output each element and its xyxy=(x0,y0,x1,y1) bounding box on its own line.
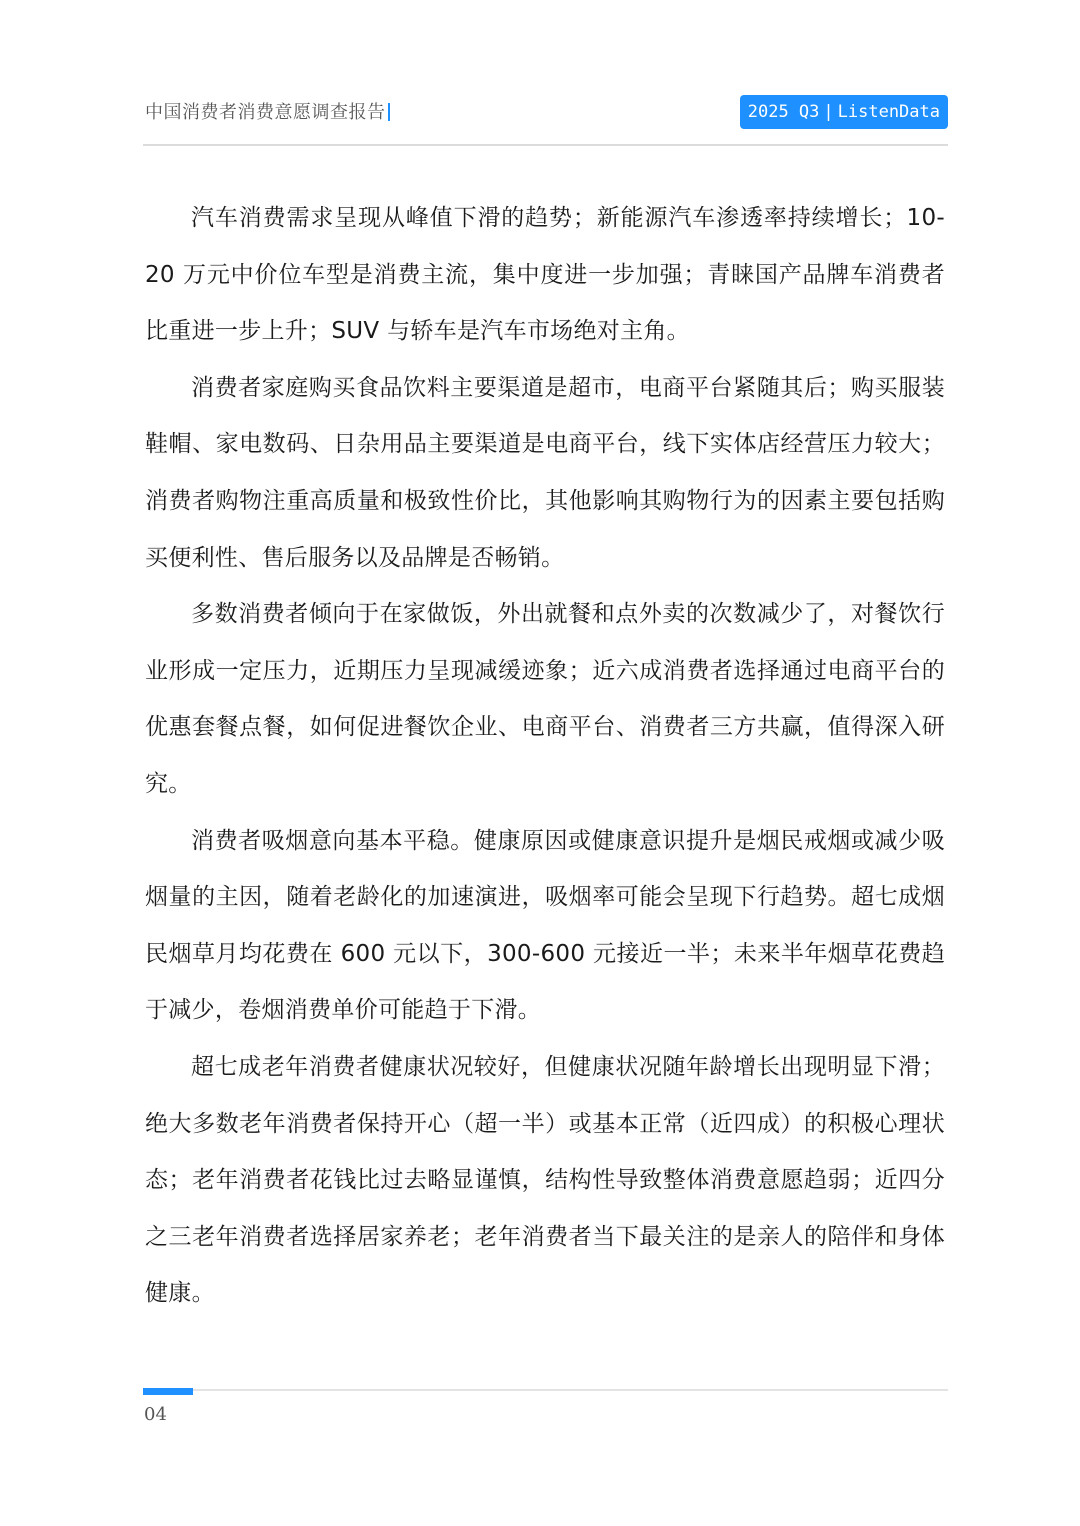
paragraph-elderly: 超七成老年消费者健康状况较好，但健康状况随年龄增长出现明显下滑；绝大多数老年消费者保持开心（超一半）或基本正常（近四成）的积极心理状态；老年消费者花钱比过去略显谨慎，结构性导致整体消费意愿趋弱；近四分之三老年消费者选择居家养老；老年消费者当下最关注的是亲人的陪伴和身体健康。 xyxy=(145,1053,945,1307)
paragraph-dining: 多数消费者倾向于在家做饭，外出就餐和点外卖的次数减少了，对餐饮行业形成一定压力，近期压力呈现减缓迹象；近六成消费者选择通过电商平台的优惠套餐点餐，如何促进餐饮企业、电商平台、消费者三方共赢，值得深入研究。 xyxy=(145,601,945,797)
main-content xyxy=(145,190,945,1322)
report-badge xyxy=(740,95,948,129)
badge-period: 2025 Q3 xyxy=(747,102,820,122)
report-title xyxy=(145,98,390,124)
page-number: 04 xyxy=(144,1404,167,1425)
title-accent-bar xyxy=(388,103,390,121)
paragraph-tobacco: 消费者吸烟意向基本平稳。健康原因或健康意识提升是烟民戒烟或减少吸烟量的主因，随着老龄化的加速演进，吸烟率可能会呈现下行趋势。超七成烟民烟草月均花费在 600 元以下，300-600 元接近一半；未来半年烟草花费趋于减少，卷烟消费单价可能趋于下滑。 xyxy=(145,827,945,1024)
footer-accent-bar xyxy=(143,1388,193,1395)
badge-brand: ListenData xyxy=(837,102,940,122)
paragraph-automotive: 汽车消费需求呈现从峰值下滑的趋势；新能源汽车渗透率持续增长；10-20 万元中价位车型是消费主流，集中度进一步加强；青睐国产品牌车消费者比重进一步上升；SUV 与轿车是汽车市场绝对主角。 xyxy=(145,205,945,345)
report-title-text: 中国消费者消费意愿调查报告 xyxy=(145,102,386,123)
footer-divider xyxy=(143,1389,948,1391)
badge-separator: | xyxy=(823,102,834,122)
header-divider xyxy=(143,144,948,146)
page-header xyxy=(143,93,948,129)
paragraph-shopping-channels: 消费者家庭购买食品饮料主要渠道是超市，电商平台紧随其后；购买服装鞋帽、家电数码、日杂用品主要渠道是电商平台，线下实体店经营压力较大；消费者购物注重高质量和极致性价比，其他影响其购物行为的因素主要包括购买便利性、售后服务以及品牌是否畅销。 xyxy=(145,374,945,571)
